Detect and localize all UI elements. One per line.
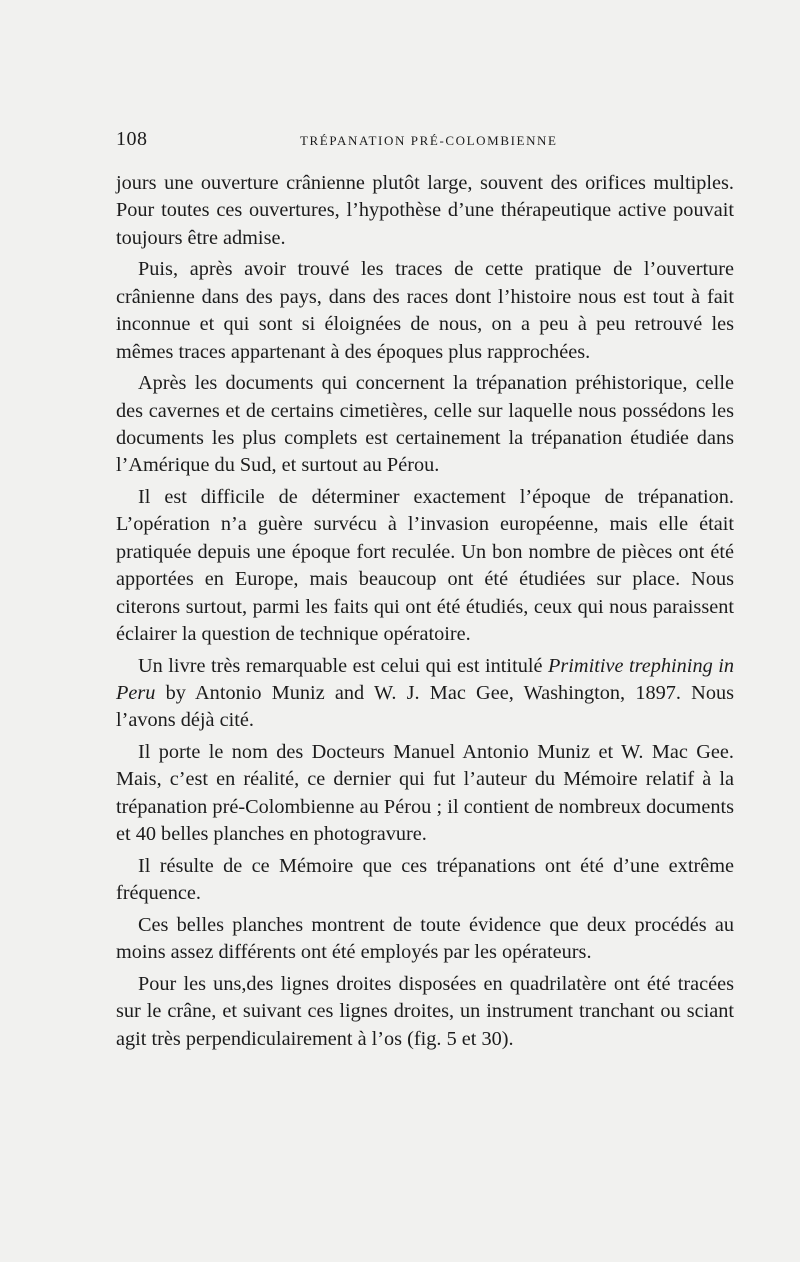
- paragraph-2: Puis, après avoir trouvé les traces de cette pratique de l’ouverture crânienne dans des pays, dans des races dont l’histoire nous est tout à fait inconnue et qui sont si éloignées de nous, on a peu à peu retrouvé les mêmes traces appartenant à des époques plus rapprochées.: [116, 258, 734, 363]
- body-text: [116, 170, 734, 1057]
- paragraph-5: [116, 653, 734, 735]
- running-title: TRÉPANATION PRÉ-COLOMBIENNE: [300, 133, 558, 148]
- paragraph-8: Ces belles planches montrent de toute évidence que deux procédés au moins assez différents ont été employés par les opérateurs.: [116, 913, 734, 964]
- book-title-italic: Primitive trephining in Peru: [116, 654, 735, 705]
- page-number: 108: [116, 128, 148, 150]
- paragraph-5-text-before: Un livre très remarquable est celui qui est intitulé: [138, 654, 548, 677]
- paragraph-3: Après les documents qui concernent la trépanation préhistorique, celle des cavernes et de certains cimetières, celle sur laquelle nous possédons les documents les plus complets est certainement la trépanation étudiée dans l’Amérique du Sud, et surtout au Pérou.: [116, 372, 734, 477]
- paragraph-5-text-after: by Antonio Muniz and W. J. Mac Gee, Washington, 1897. Nous l’avons déjà cité.: [116, 682, 734, 732]
- paragraph-9: Pour les uns,des lignes droites disposées en quadrilatère ont été tracées sur le crâne, et suivant ces lignes droites, un instrument tranchant ou sciant agit très perpendiculairement à l’os (fig. 5 et 30).: [116, 972, 734, 1050]
- paragraph-4: Il est difficile de déterminer exactement l’époque de trépanation. L’opération n’a guère survécu à l’invasion européenne, mais elle était pratiquée depuis une époque fort reculée. Un bon nombre de pièces ont été apportées en Europe, mais beaucoup ont été étudiées sur place. Nous citerons surtout, parmi les faits qui ont été étudiés, ceux qui nous paraissent éclairer la question de technique opératoire.: [116, 486, 734, 646]
- paragraph-6: Il porte le nom des Docteurs Manuel Antonio Muniz et W. Mac Gee. Mais, c’est en réalité, ce dernier qui fut l’auteur du Mémoire relatif à la trépanation pré-Colombienne au Pérou ; il contient de nombreux documents et 40 belles planches en photogravure.: [116, 741, 734, 846]
- paragraph-1: jours une ouverture crânienne plutôt large, souvent des orifices multiples. Pour toutes ces ouvertures, l’hypothèse d’une thérapeutique active pouvait toujours être admise.: [116, 172, 734, 249]
- paragraph-7: Il résulte de ce Mémoire que ces trépanations ont été d’une extrême fréquence.: [116, 854, 734, 905]
- page-header: [116, 128, 734, 154]
